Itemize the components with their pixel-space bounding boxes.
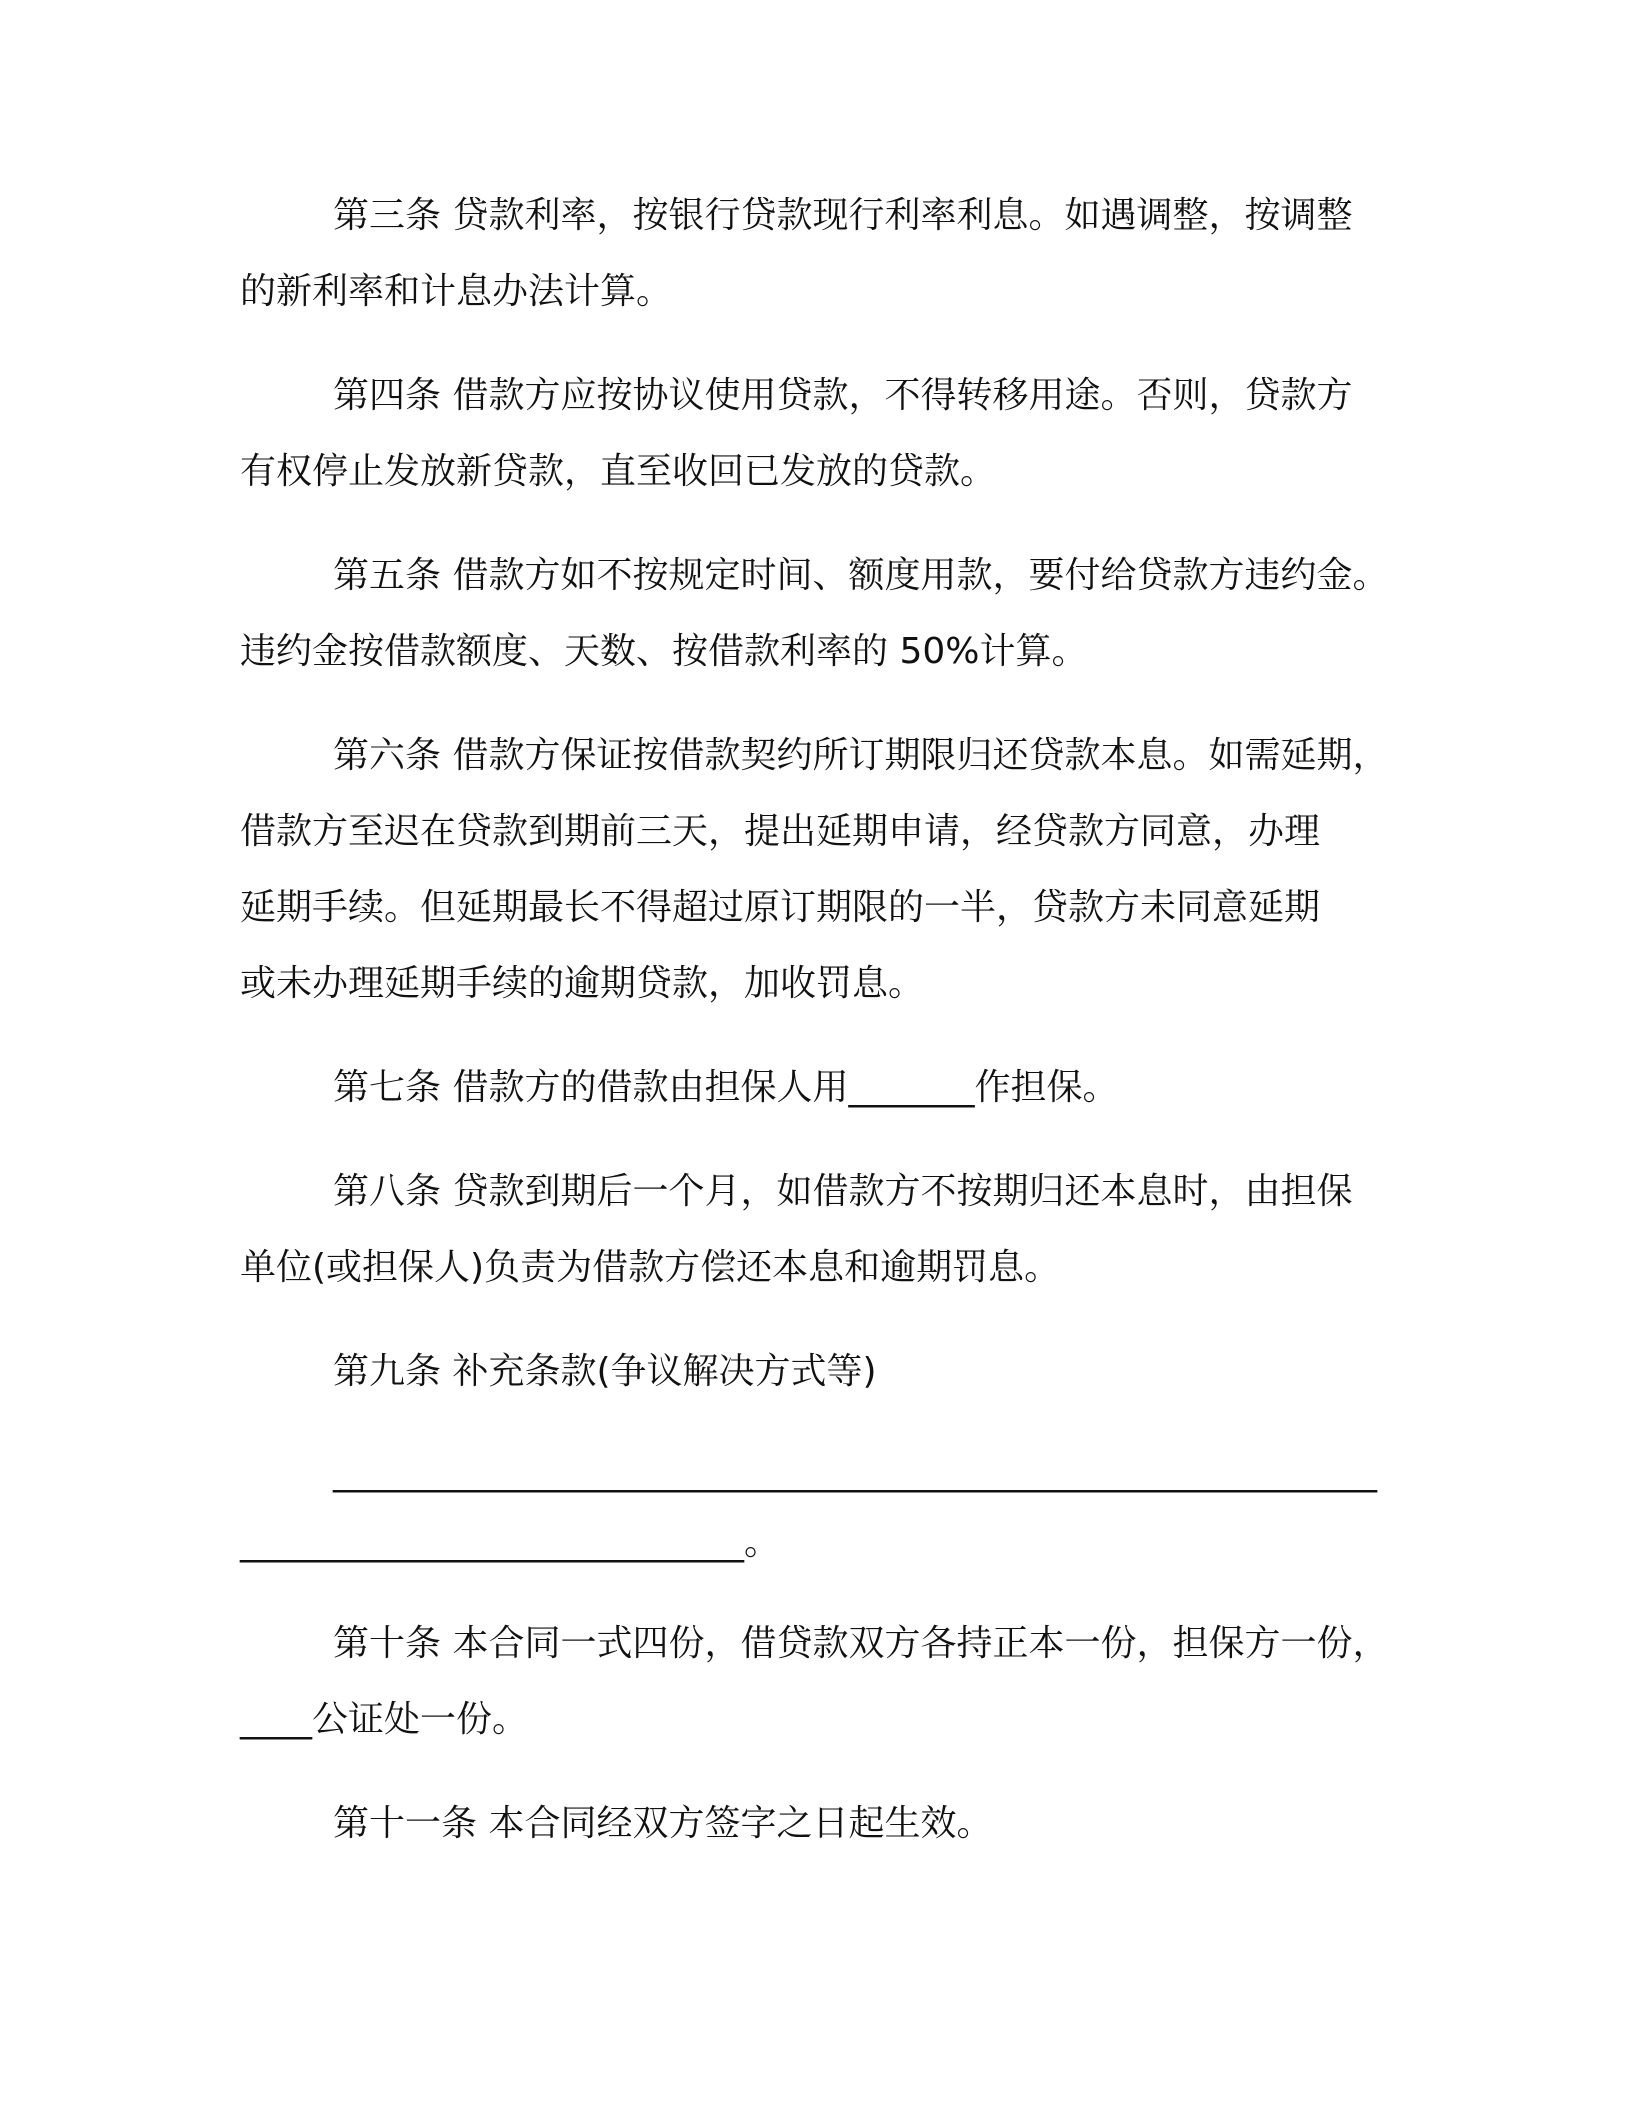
clause-line: ____公证处一份。 (240, 1699, 529, 1740)
clause-line: 违约金按借款额度、天数、按借款利率的 50%计算。 (240, 631, 1088, 672)
clause-7 (240, 1050, 1420, 1126)
clause-8 (240, 1154, 1420, 1306)
clause-line: 第三条 贷款利率，按银行贷款现行利率利息。如遇调整，按调整 (333, 195, 1353, 236)
clause-line: 第九条 补充条款(争议解决方式等) (333, 1351, 877, 1392)
clause-line: 第十条 本合同一式四份，借贷款双方各持正本一份，担保方一份， (333, 1623, 1389, 1664)
clause-line: 的新利率和计息办法计算。 (240, 271, 673, 312)
blank-line: __________________________________________________________ (333, 1452, 1377, 1493)
clause-9-fill-in-blank (240, 1438, 1420, 1578)
document-body (240, 178, 1420, 1890)
clause-4 (240, 358, 1420, 510)
clause-line: 借款方至迟在贷款到期前三天，提出延期申请，经贷款方同意，办理 (240, 811, 1321, 852)
clause-line: 有权停止发放新贷款，直至收回已发放的贷款。 (240, 451, 997, 492)
clause-line: 第八条 贷款到期后一个月，如借款方不按期归还本息时，由担保 (333, 1171, 1353, 1212)
clause-11 (240, 1786, 1420, 1862)
clause-line: 第六条 借款方保证按借款契约所订期限归还贷款本息。如需延期， (333, 735, 1389, 776)
clause-line: 延期手续。但延期最长不得超过原订期限的一半，贷款方未同意延期 (240, 887, 1321, 928)
clause-line: 第七条 借款方的借款由担保人用_______作担保。 (333, 1067, 1119, 1108)
clause-line: 或未办理延期手续的逾期贷款，加收罚息。 (240, 963, 925, 1004)
clause-3 (240, 178, 1420, 330)
clause-10 (240, 1606, 1420, 1758)
blank-line: ____________________________。 (240, 1522, 780, 1563)
clause-line: 单位(或担保人)负责为借款方偿还本息和逾期罚息。 (240, 1247, 1061, 1288)
clause-line: 第五条 借款方如不按规定时间、额度用款，要付给贷款方违约金。 (333, 555, 1389, 596)
clause-5 (240, 538, 1420, 690)
clause-9 (240, 1334, 1420, 1410)
clause-line: 第十一条 本合同经双方签字之日起生效。 (333, 1803, 993, 1844)
clause-line: 第四条 借款方应按协议使用贷款，不得转移用途。否则，贷款方 (333, 375, 1353, 416)
clause-6 (240, 718, 1420, 1022)
